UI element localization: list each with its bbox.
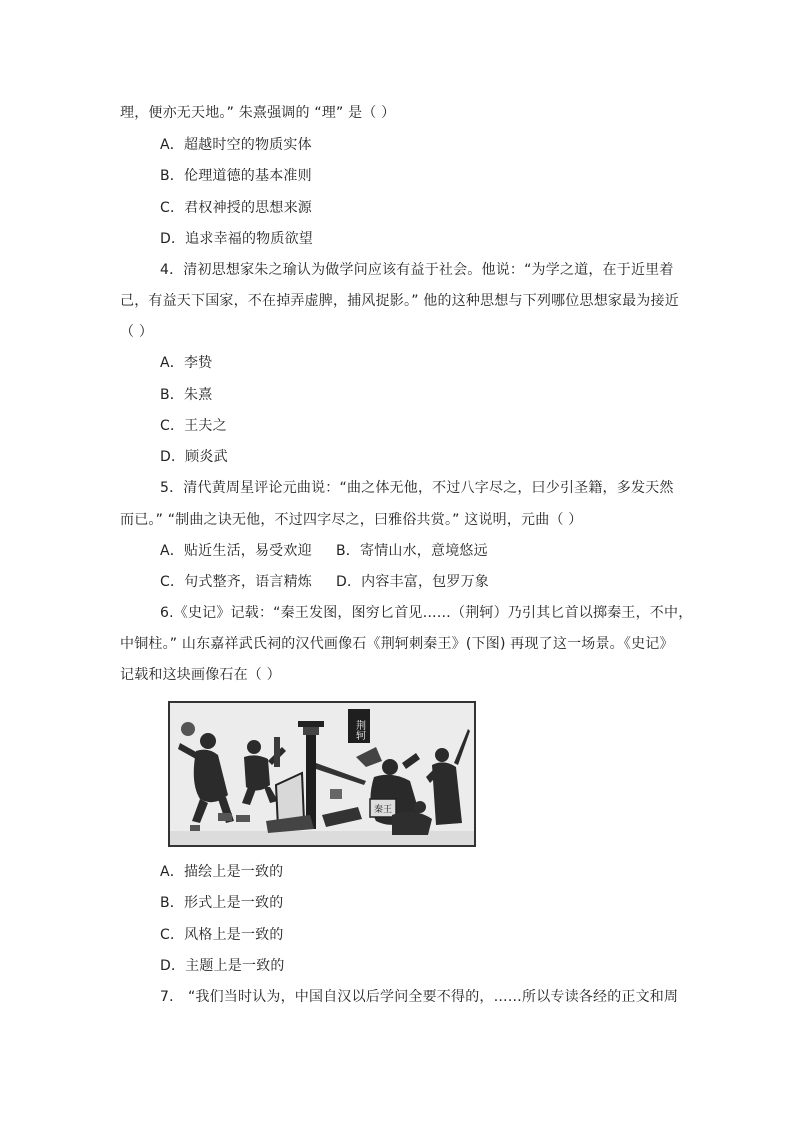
q3-option-d: D．追求幸福的物质欲望 xyxy=(160,231,313,247)
figure-label-qinwang: 秦王 xyxy=(373,805,393,815)
q6-option-c: C．风格上是一致的 xyxy=(160,927,284,943)
stone-relief-figure xyxy=(168,701,476,847)
q5-option-a: A．贴近生活，易受欢迎 xyxy=(160,543,312,559)
q3-option-a: A．超越时空的物质实体 xyxy=(160,137,312,153)
q3-option-b: B．伦理道德的基本准则 xyxy=(160,168,312,184)
q5-option-d: D．内容丰富，包罗万象 xyxy=(336,574,489,590)
q6-stem-line1: 6.《史记》记载：“秦王发图，图穷匕首见……（荆轲）乃引其匕首以掷秦王，不中， xyxy=(160,605,693,621)
q5-stem-line1: 5．清代黄周星评论元曲说：“曲之体无他，不过八字尽之，曰少引圣籍，多发天然 xyxy=(160,480,674,496)
q6-option-b: B．形式上是一致的 xyxy=(160,895,284,911)
q4-option-d: D．顾炎武 xyxy=(160,449,228,465)
q7-stem-line1: 7． “我们当时认为，中国自汉以后学问全要不得的，……所以专读各经的正文和周 xyxy=(160,989,679,1005)
q6-stem-line3: 记载和这块画像石在（ ） xyxy=(120,667,281,683)
q4-stem-line1: 4．清初思想家朱之瑜认为做学问应该有益于社会。他说：“为学之道，在于近里着 xyxy=(160,262,674,278)
q6-option-a: A．描绘上是一致的 xyxy=(160,864,284,880)
stone-relief-image xyxy=(170,703,474,845)
q3-stem-tail: 理，便亦无天地。” 朱熹强调的 “理” 是（ ） xyxy=(120,105,396,121)
q6-stem-line2: 中铜柱。” 山东嘉祥武氏祠的汉代画像石《荆轲刺秦王》(下图) 再现了这一场景。《史记》 xyxy=(120,636,674,652)
q5-option-b: B．寄情山水，意境悠远 xyxy=(336,543,488,559)
q4-option-b: B．朱熹 xyxy=(160,387,213,403)
q3-option-c: C．君权神授的思想来源 xyxy=(160,200,312,216)
q5-option-c: C．句式整齐，语言精炼 xyxy=(160,574,312,590)
q4-option-c: C．王夫之 xyxy=(160,418,227,434)
q4-stem-line2: 己，有益天下国家，不在掉弄虚脾，捕风捉影。” 他的这种思想与下列哪位思想家最为接近 xyxy=(120,293,679,309)
figure-label-jingke: 荆轲 xyxy=(353,720,365,740)
q4-stem-line3: （ ） xyxy=(120,324,154,340)
q4-option-a: A．李贽 xyxy=(160,355,213,371)
q5-stem-line2: 而已。” “制曲之诀无他，不过四字尽之，曰雅俗共赏。” 这说明，元曲（ ） xyxy=(120,512,583,528)
q6-option-d: D．主题上是一致的 xyxy=(160,958,285,974)
